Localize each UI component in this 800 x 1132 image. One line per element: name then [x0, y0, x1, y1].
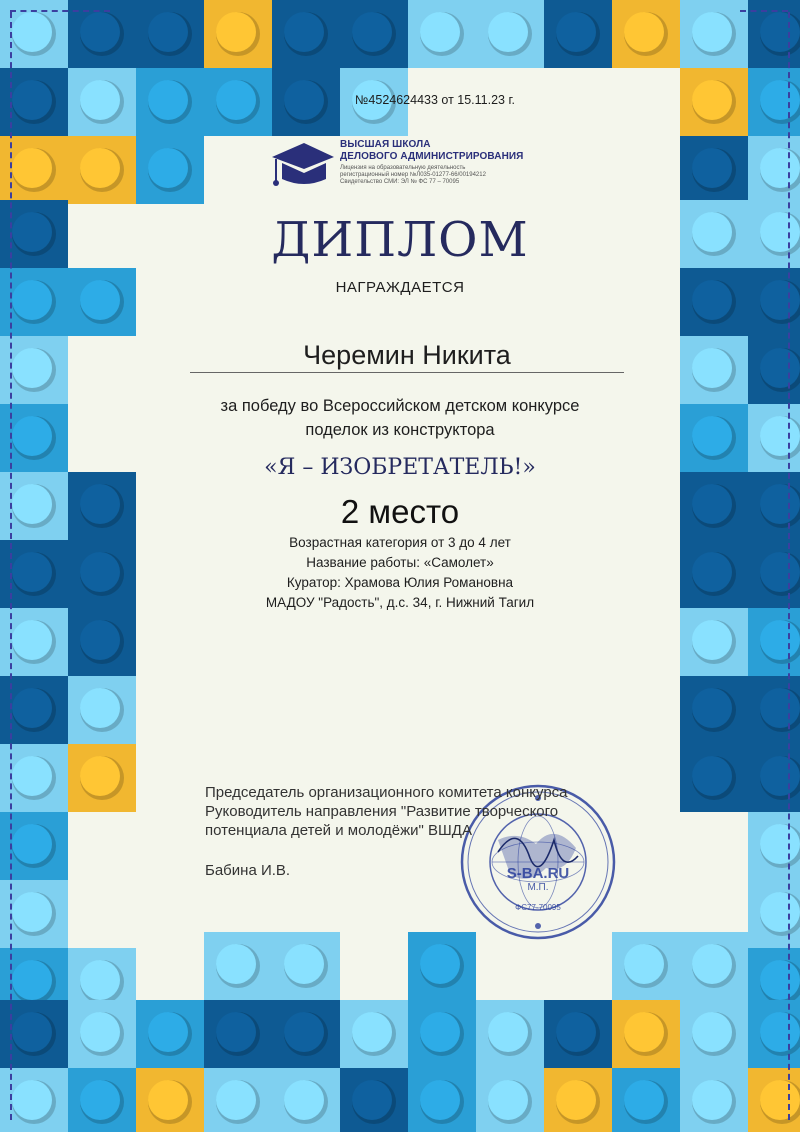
issuer-media-cert: Свидетельство СМИ: ЭЛ № ФС 77 – 70095: [340, 179, 460, 185]
lego-stud: [692, 148, 732, 188]
signatory-name: Бабина И.В.: [205, 862, 291, 879]
lego-stud: [624, 1080, 664, 1120]
lego-stud: [692, 12, 732, 52]
lego-stud: [760, 484, 800, 524]
lego-stud: [80, 280, 120, 320]
lego-stud: [692, 688, 732, 728]
lego-stud: [12, 552, 52, 592]
lego-stud: [420, 944, 460, 984]
lego-stud: [760, 688, 800, 728]
issuer-license-line1: Лицензия на образовательную деятельность: [340, 165, 466, 171]
lego-stud: [488, 1012, 528, 1052]
lego-stud: [80, 620, 120, 660]
issuer-license-line2: регистрационный номер №Л035-01277-66/00194212: [340, 172, 486, 178]
lego-stud: [284, 944, 324, 984]
lego-stud: [148, 80, 188, 120]
lego-stud: [80, 960, 120, 1000]
graduation-cap-icon: [268, 137, 334, 193]
issuer-logo: [268, 137, 538, 195]
lego-stud: [12, 148, 52, 188]
lego-stud: [12, 280, 52, 320]
lego-stud: [12, 1012, 52, 1052]
lego-stud: [692, 416, 732, 456]
lego-stud: [80, 484, 120, 524]
lego-stud: [352, 12, 392, 52]
lego-stud: [692, 1080, 732, 1120]
lego-stud: [352, 1012, 392, 1052]
document-number: №4524624433 от 15.11.23 г.: [355, 93, 515, 107]
lego-stud: [12, 892, 52, 932]
signatory-position-line3: потенциала детей и молодёжи" ВШДА: [205, 822, 472, 839]
seal-mp-text: М.П.: [527, 882, 549, 893]
lego-stud: [80, 756, 120, 796]
lego-stud: [692, 80, 732, 120]
lego-stud: [420, 1080, 460, 1120]
signatory-position-line2: Руководитель направления "Развитие творческого: [205, 803, 559, 820]
lego-stud: [760, 80, 800, 120]
lego-stud: [12, 80, 52, 120]
lego-stud: [216, 944, 256, 984]
lego-stud: [556, 1012, 596, 1052]
lego-stud: [80, 1012, 120, 1052]
lego-stud: [760, 756, 800, 796]
lego-stud: [80, 1080, 120, 1120]
lego-stud: [760, 960, 800, 1000]
issuer-name-line2: ДЕЛОВОГО АДМИНИСТРИРОВАНИЯ: [340, 151, 524, 162]
lego-stud: [284, 80, 324, 120]
seal-center-text: S-BA.RU: [506, 865, 570, 882]
lego-stud: [692, 944, 732, 984]
lego-stud: [692, 620, 732, 660]
lego-stud: [80, 552, 120, 592]
lego-stud: [760, 824, 800, 864]
lego-stud: [760, 1012, 800, 1052]
lego-stud: [12, 416, 52, 456]
lego-stud: [624, 12, 664, 52]
award-reason-line1: за победу во Всероссийском детском конкурсе: [220, 397, 580, 415]
diploma-subtitle: НАГРАЖДАЕТСЯ: [335, 279, 465, 296]
lego-stud: [692, 280, 732, 320]
detail-institution: МАДОУ "Радость", д.с. 34, г. Нижний Тагил: [265, 595, 535, 610]
lego-stud: [760, 12, 800, 52]
lego-stud: [692, 484, 732, 524]
lego-stud: [284, 1012, 324, 1052]
signatory-position-line1: Председатель организационного комитета конкурса: [205, 784, 568, 801]
lego-stud: [12, 824, 52, 864]
lego-stud: [80, 148, 120, 188]
lego-stud: [12, 688, 52, 728]
lego-stud: [760, 212, 800, 252]
lego-stud: [216, 12, 256, 52]
lego-stud: [556, 1080, 596, 1120]
lego-stud: [284, 12, 324, 52]
lego-stud: [692, 1012, 732, 1052]
lego-stud: [216, 1080, 256, 1120]
stitch-line-top-left: [10, 10, 110, 12]
lego-stud: [760, 148, 800, 188]
detail-age-category: Возрастная категория от 3 до 4 лет: [289, 535, 511, 550]
recipient-name: Черемин Никита: [190, 340, 624, 373]
lego-stud: [420, 1012, 460, 1052]
lego-stud: [692, 552, 732, 592]
lego-stud: [148, 12, 188, 52]
lego-stud: [216, 1012, 256, 1052]
lego-stud: [692, 756, 732, 796]
lego-stud: [488, 1080, 528, 1120]
lego-stud: [12, 1080, 52, 1120]
award-reason-line2: поделок из конструктора: [305, 421, 495, 439]
lego-stud: [12, 620, 52, 660]
lego-stud: [624, 1012, 664, 1052]
diploma-title: ДИПЛОМ: [271, 212, 529, 268]
lego-stud: [488, 12, 528, 52]
lego-stud: [692, 212, 732, 252]
lego-stud: [760, 280, 800, 320]
lego-stud: [760, 416, 800, 456]
lego-stud: [80, 12, 120, 52]
lego-stud: [284, 1080, 324, 1120]
lego-stud: [80, 80, 120, 120]
seal-number-text: ФС77-70095: [515, 903, 561, 912]
lego-stud: [556, 12, 596, 52]
lego-stud: [760, 620, 800, 660]
contest-name: «Я – ИЗОБРЕТАТЕЛЬ!»: [264, 455, 536, 480]
lego-stud: [760, 892, 800, 932]
lego-stud: [12, 756, 52, 796]
detail-work-title: Название работы: «Самолет»: [306, 555, 494, 570]
issuer-name-line1: ВЫСШАЯ ШКОЛА: [340, 139, 431, 150]
stitch-line-left: [10, 12, 12, 1120]
lego-stud: [12, 12, 52, 52]
lego-stud: [760, 552, 800, 592]
lego-stud: [148, 1080, 188, 1120]
lego-stud: [12, 348, 52, 388]
lego-stud: [148, 148, 188, 188]
detail-curator: Куратор: Храмова Юлия Романовна: [286, 575, 514, 590]
lego-stud: [12, 960, 52, 1000]
lego-stud: [760, 1080, 800, 1120]
stitch-line-top-right: [740, 10, 788, 12]
lego-stud: [12, 212, 52, 252]
lego-stud: [692, 348, 732, 388]
award-place: 2 место: [340, 493, 460, 530]
lego-stud: [760, 348, 800, 388]
lego-stud: [148, 1012, 188, 1052]
lego-stud: [216, 80, 256, 120]
lego-stud: [352, 1080, 392, 1120]
lego-stud: [624, 944, 664, 984]
lego-stud: [12, 484, 52, 524]
lego-stud: [420, 12, 460, 52]
stitch-line-right: [788, 12, 790, 1120]
lego-stud: [80, 688, 120, 728]
